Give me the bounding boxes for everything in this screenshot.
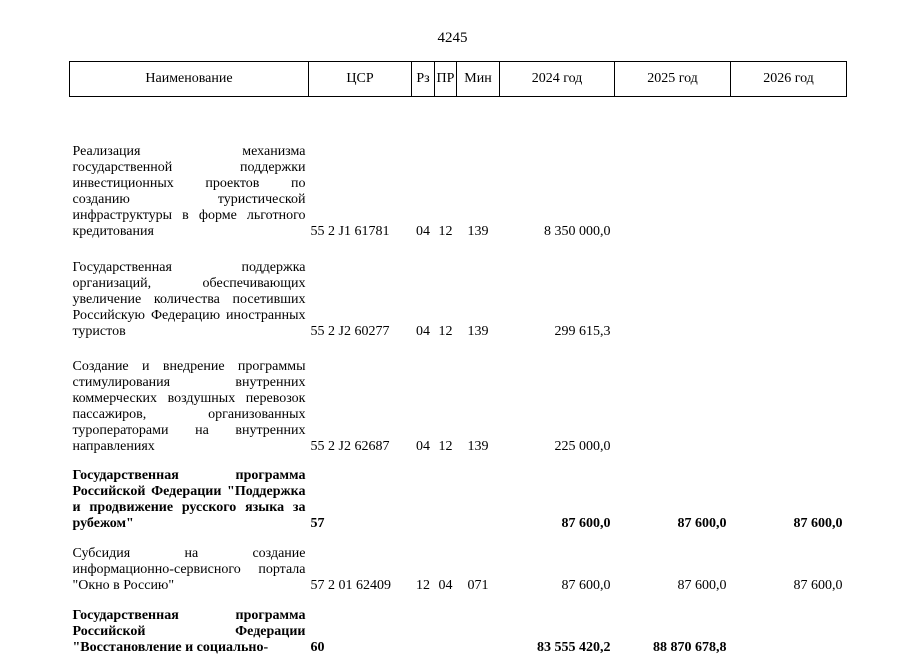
row-name: Реализация механизма государственной поддержки инвестиционных проектов по созданию туристической инфраструктуры в форме льготного кредитования [72, 144, 306, 239]
row-2024: 8 350 000,0 [544, 224, 611, 239]
row-2025 [615, 340, 731, 455]
row-name: Государственная программа Российской Федерации "Восстановление и социально- [72, 608, 306, 655]
row-2025: 88 870 678,8 [653, 640, 727, 655]
row-min: 139 [467, 439, 489, 454]
row-name: Создание и внедрение программы стимулирования внутренних коммерческих воздушных перевозок пассажиров, организованных туроператорами на внутренних направлениях [72, 359, 306, 454]
row-csr: 57 2 01 62409 [310, 578, 391, 593]
table-row [70, 240, 847, 340]
row-rz [412, 455, 435, 532]
header-csr: ЦСР [309, 62, 412, 97]
row-2026 [731, 594, 847, 656]
row-pr: 12 [438, 439, 453, 454]
row-2024: 299 615,3 [554, 324, 611, 339]
row-2025 [615, 240, 731, 340]
header-pr: ПР [435, 62, 457, 97]
header-rz: Рз [412, 62, 435, 97]
row-2026 [731, 340, 847, 455]
row-2024: 225 000,0 [554, 439, 611, 454]
header-2026: 2026 год [731, 62, 847, 97]
row-name: Субсидия на создание информационно-сервисного портала "Окно в Россию" [72, 546, 306, 593]
row-min: 139 [467, 324, 489, 339]
row-min [457, 594, 500, 656]
table-row [70, 340, 847, 455]
table-row-program [70, 594, 847, 656]
row-pr: 04 [438, 578, 453, 593]
row-rz: 04 [416, 439, 430, 454]
row-name: Государственная поддержка организаций, обеспечивающих увеличение количества посетивших Российскую Федерацию иностранных туристов [72, 260, 306, 339]
row-2026: 87 600,0 [793, 578, 843, 593]
row-2026: 87 600,0 [793, 516, 843, 531]
table-row [70, 97, 847, 241]
row-rz: 12 [416, 578, 430, 593]
row-min: 071 [467, 578, 489, 593]
row-min [457, 455, 500, 532]
row-2024: 87 600,0 [561, 578, 611, 593]
row-2024: 83 555 420,2 [537, 640, 611, 655]
row-pr: 12 [438, 224, 453, 239]
row-csr: 55 2 J1 61781 [310, 224, 390, 239]
row-2026 [731, 240, 847, 340]
table-row-program [70, 455, 847, 532]
header-min: Мин [457, 62, 500, 97]
row-rz: 04 [416, 324, 430, 339]
row-csr: 55 2 J2 62687 [310, 439, 390, 454]
table-header-row [70, 62, 847, 97]
row-2026 [731, 97, 847, 241]
header-2024: 2024 год [500, 62, 615, 97]
row-pr: 12 [438, 324, 453, 339]
row-csr: 57 [310, 516, 325, 531]
header-2025: 2025 год [615, 62, 731, 97]
row-name: Государственная программа Российской Федерации "Поддержка и продвижение русского языка за рубежом" [72, 468, 306, 531]
row-2025: 87 600,0 [677, 516, 727, 531]
page-number: 4245 [437, 30, 468, 46]
budget-table [69, 61, 847, 656]
table-row [70, 532, 847, 594]
row-csr: 55 2 J2 60277 [310, 324, 390, 339]
row-2025: 87 600,0 [677, 578, 727, 593]
row-min: 139 [467, 224, 489, 239]
row-rz [412, 594, 435, 656]
row-rz: 04 [416, 224, 430, 239]
row-pr [435, 455, 457, 532]
row-csr: 60 [310, 640, 325, 655]
header-name: Наименование [70, 62, 309, 97]
row-2024: 87 600,0 [561, 516, 611, 531]
row-pr [435, 594, 457, 656]
row-2025 [615, 97, 731, 241]
